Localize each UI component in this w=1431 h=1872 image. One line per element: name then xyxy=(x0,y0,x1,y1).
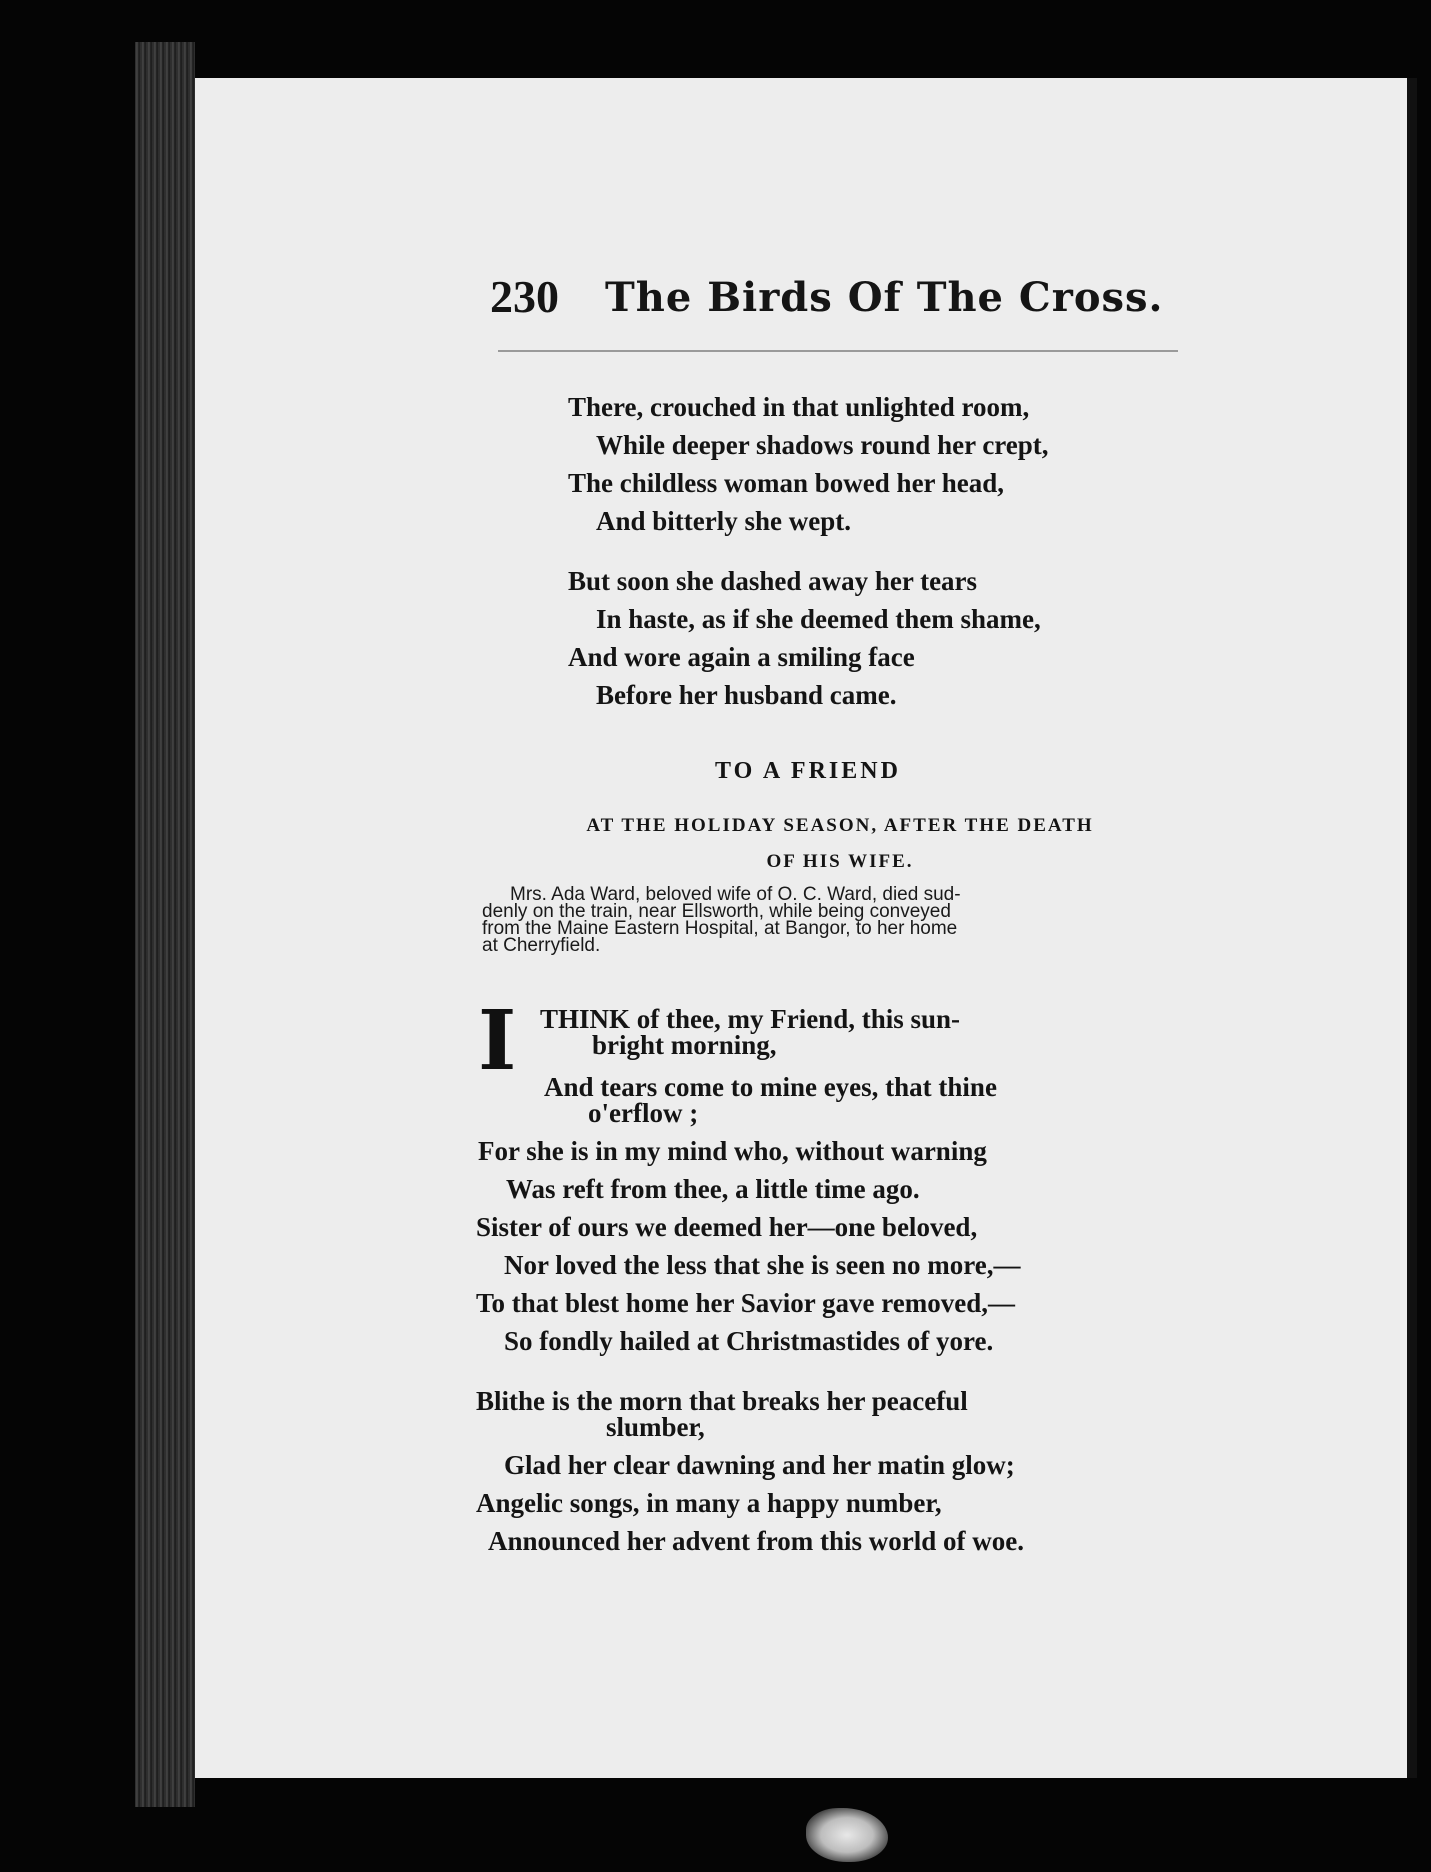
stanza-crouched xyxy=(568,388,1049,540)
verse-line: While deeper shadows round her crept, xyxy=(596,430,1049,460)
verse-line: Glad her clear dawning and her matin glow; xyxy=(504,1450,1015,1480)
verse-line: Angelic songs, in many a happy number, xyxy=(476,1488,942,1518)
note-line: at Cherryfield. xyxy=(482,935,601,956)
drop-cap: I xyxy=(478,993,517,1089)
verse-line: Was reft from thee, a little time ago. xyxy=(506,1174,920,1204)
verse-line: Before her husband came. xyxy=(596,680,897,710)
note-line: from the Maine Eastern Hospital, at Bangor, to her home xyxy=(482,918,958,939)
verse-line: And tears come to mine eyes, that thine xyxy=(544,1072,997,1102)
verse-line: The childless woman bowed her head, xyxy=(568,468,1005,498)
verse-line: Announced her advent from this world of woe. xyxy=(488,1526,1025,1556)
poem-title: TO A FRIEND xyxy=(715,758,901,784)
verse-line: In haste, as if she deemed them shame, xyxy=(596,604,1041,634)
verse-line: Blithe is the morn that breaks her peaceful xyxy=(476,1386,968,1416)
page-number: 230 xyxy=(490,271,559,322)
verse-line: Sister of ours we deemed her—one beloved, xyxy=(476,1212,978,1242)
book-edge xyxy=(135,42,195,1807)
running-title: The Birds Of The Cross. xyxy=(605,274,1164,321)
verse-line: slumber, xyxy=(606,1412,705,1442)
header-rule xyxy=(498,350,1178,352)
poem-subtitle-line: OF HIS WIFE. xyxy=(766,851,914,872)
poem-stanza-1-rest xyxy=(478,1068,997,1208)
verse-line: So fondly hailed at Christmastides of yore. xyxy=(504,1326,994,1356)
page-header xyxy=(490,270,1190,330)
verse-line: But soon she dashed away her tears xyxy=(568,566,978,596)
paper-scrap xyxy=(806,1808,888,1862)
poem-stanza-2 xyxy=(476,1208,1020,1360)
note-line: denly on the train, near Ellsworth, while being conveyed xyxy=(482,901,951,922)
verse-line: There, crouched in that unlighted room, xyxy=(568,392,1030,422)
verse-line: THINK of thee, my Friend, this sun- xyxy=(540,1004,961,1034)
verse-line: o'erflow ; xyxy=(588,1098,699,1128)
verse-line: bright morning, xyxy=(592,1030,777,1060)
dedication-note xyxy=(482,886,1182,954)
poem-stanza-1-opening xyxy=(540,1000,960,1064)
verse-line: And bitterly she wept. xyxy=(596,506,851,536)
verse-line: For she is in my mind who, without warning xyxy=(478,1136,987,1166)
poem-subtitle-line: AT THE HOLIDAY SEASON, AFTER THE DEATH xyxy=(586,815,1094,836)
note-line: Mrs. Ada Ward, beloved wife of O. C. Ward, died sud- xyxy=(510,884,961,905)
poem-stanza-3 xyxy=(476,1382,1024,1560)
verse-line: To that blest home her Savior gave removed,— xyxy=(476,1288,1015,1318)
verse-line: Nor loved the less that she is seen no more,— xyxy=(504,1250,1021,1280)
poem-subtitle xyxy=(505,808,1175,880)
verse-line: And wore again a smiling face xyxy=(568,642,915,672)
stanza-tears xyxy=(568,562,1041,714)
